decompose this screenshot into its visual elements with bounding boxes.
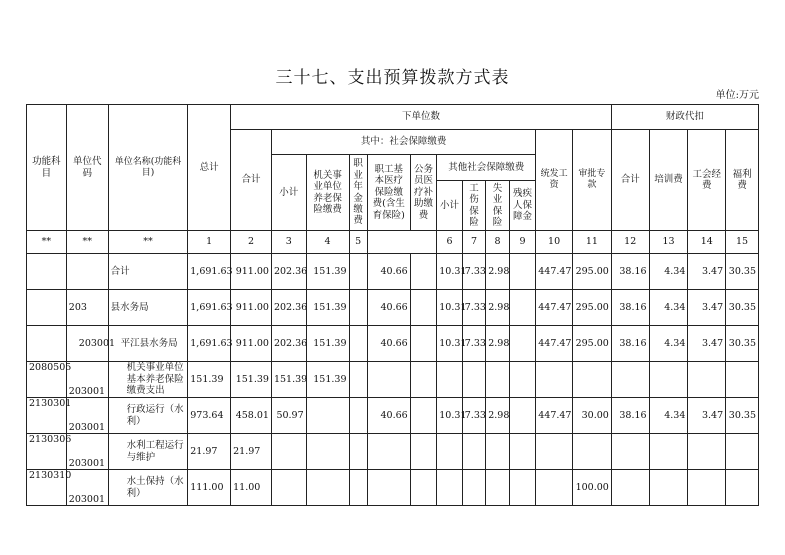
header-disabled: 残疾人保障金 [509,181,536,231]
value-cell: 4.34 [649,290,688,326]
func-code-cell: 2130310 [27,470,67,506]
unit-name-cell: 合计 [108,254,188,290]
value-cell [611,470,649,506]
unit-code-cell: 203001 [66,470,108,506]
header-lower-units: 下单位数 [231,105,612,130]
table-body [27,254,759,506]
value-cell [367,362,410,398]
value-cell: 7.33 [462,290,485,326]
header-other-social: 其他社会保障缴费 [437,155,536,181]
value-cell [649,434,688,470]
value-cell: 911.00 [231,290,272,326]
header-union: 工会经费 [688,130,726,231]
value-cell [649,362,688,398]
value-cell: 151.39 [306,290,349,326]
value-cell: 10.31 [437,290,463,326]
value-cell [462,434,485,470]
value-cell: 1,691.63 [188,254,231,290]
header-fa-total: 合计 [611,130,649,231]
unit-name-cell: 水土保持（水利） [108,470,188,506]
value-cell: 40.66 [367,326,410,362]
value-cell: 7.33 [462,254,485,290]
value-cell [509,362,536,398]
value-cell: 38.16 [611,326,649,362]
value-cell [486,434,509,470]
value-cell [486,362,509,398]
value-cell: 447.47 [536,254,573,290]
value-cell [688,362,726,398]
value-cell [410,290,437,326]
value-cell: 4.34 [649,398,688,434]
header-unit-name: 单位名称(功能科目) [108,105,188,231]
value-cell [306,398,349,434]
number-cell: ** [66,231,108,254]
number-cell: 12 [611,231,649,254]
number-cell: 7 [462,231,485,254]
value-cell: 4.34 [649,326,688,362]
value-cell [349,362,367,398]
value-cell: 202.36 [271,326,306,362]
number-cell: 11 [572,231,611,254]
value-cell: 3.47 [688,290,726,326]
header-os-subtotal: 小计 [437,181,463,231]
value-cell: 3.47 [688,326,726,362]
value-cell: 911.00 [231,326,272,362]
value-cell: 40.66 [367,290,410,326]
number-row-body [27,231,759,254]
unit-name-cell: 行政运行（水利） [108,398,188,434]
value-cell: 151.39 [306,254,349,290]
number-cell: 1 [188,231,231,254]
value-cell [509,290,536,326]
value-cell: 40.66 [367,254,410,290]
unit-name-cell: 机关事业单位基本养老保险缴费支出 [108,362,188,398]
unit-name-cell: 水利工程运行与维护 [108,434,188,470]
value-cell [486,470,509,506]
value-cell [349,290,367,326]
value-cell [509,254,536,290]
value-cell [349,254,367,290]
value-cell: 3.47 [688,398,726,434]
number-cell: 2 [231,231,272,254]
value-cell [306,470,349,506]
value-cell [349,470,367,506]
value-cell: 2.98 [486,254,509,290]
value-cell: 151.39 [231,362,272,398]
unit-label: 单位:万元 [715,90,759,101]
value-cell: 2.98 [486,326,509,362]
table-row [27,398,759,434]
func-code-cell [27,290,67,326]
value-cell: 151.39 [306,362,349,398]
value-cell [410,470,437,506]
value-cell [509,470,536,506]
number-cell: 4 [306,231,349,254]
value-cell: 151.39 [306,326,349,362]
value-cell [271,434,306,470]
value-cell: 202.36 [271,290,306,326]
value-cell [462,470,485,506]
value-cell [611,362,649,398]
unit-code-cell: 203001 [66,398,108,434]
header-subtotal: 小计 [271,155,306,231]
func-code-cell: 2080505 [27,362,67,398]
header-training: 培训费 [649,130,688,231]
value-cell: 7.33 [462,398,485,434]
number-row [27,231,759,254]
unit-code-cell: 203 [66,290,108,326]
value-cell [509,398,536,434]
value-cell: 3.47 [688,254,726,290]
value-cell [367,434,410,470]
value-cell: 38.16 [611,398,649,434]
header-pension: 机关事业单位养老保险缴费 [306,155,349,231]
value-cell: 458.01 [231,398,272,434]
number-cell: 14 [688,231,726,254]
value-cell: 7.33 [462,326,485,362]
value-cell [509,434,536,470]
unit-name-cell: 县水务局 [108,290,188,326]
value-cell: 21.97 [231,434,272,470]
func-code-cell [27,254,67,290]
table-row [27,434,759,470]
value-cell: 295.00 [572,290,611,326]
value-cell: 2.98 [486,398,509,434]
value-cell: 30.00 [572,398,611,434]
value-cell: 10.31 [437,254,463,290]
value-cell: 151.39 [271,362,306,398]
value-cell [349,326,367,362]
table-row [27,362,759,398]
table-header [27,105,759,231]
value-cell [726,362,759,398]
header-among-social: 其中：社会保障缴费 [271,130,535,155]
value-cell [271,470,306,506]
number-cell: 3 [271,231,306,254]
value-cell [437,362,463,398]
value-cell [726,470,759,506]
value-cell: 111.00 [188,470,231,506]
value-cell [349,434,367,470]
unit-name-cell: 平江县水务局 [108,326,188,362]
header-annuity: 职业年金缴费 [349,155,367,231]
value-cell [572,362,611,398]
value-cell: 21.97 [188,434,231,470]
table-row [27,290,759,326]
value-cell [410,362,437,398]
header-unemployment: 失业保险 [486,181,509,231]
value-cell: 447.47 [536,326,573,362]
table-row [27,326,759,362]
value-cell [536,362,573,398]
value-cell [726,434,759,470]
header-special: 审批专款 [572,130,611,231]
unit-code-cell [66,254,108,290]
func-code-cell: 2130306 [27,434,67,470]
value-cell [688,434,726,470]
value-cell: 10.31 [437,326,463,362]
number-cell: 5 [349,231,367,254]
header-welfare: 福利费 [726,130,759,231]
value-cell [410,398,437,434]
value-cell: 295.00 [572,326,611,362]
value-cell [462,362,485,398]
value-cell: 30.35 [726,326,759,362]
number-cell [367,231,436,254]
value-cell: 1,691.63 [188,326,231,362]
header-finance-agency: 财政代扣 [611,105,758,130]
value-cell [410,434,437,470]
value-cell: 4.34 [649,254,688,290]
header-civil-medical: 公务员医疗补助缴费 [410,155,437,231]
table-row [27,470,759,506]
value-cell: 447.47 [536,290,573,326]
number-cell: 9 [509,231,536,254]
unit-code-cell: 203001 [66,362,108,398]
value-cell: 40.66 [367,398,410,434]
number-cell: 8 [486,231,509,254]
value-cell: 30.35 [726,254,759,290]
value-cell [367,470,410,506]
func-code-cell: 2130301 [27,398,67,434]
value-cell [649,470,688,506]
value-cell [410,326,437,362]
value-cell [306,434,349,470]
number-cell: ** [27,231,67,254]
header-medical: 职工基本医疗保险缴费(含生育保险) [367,155,410,231]
value-cell [509,326,536,362]
header-total: 总计 [188,105,231,231]
budget-table [26,104,759,506]
value-cell: 100.00 [572,470,611,506]
unit-code-cell: 203001 [66,434,108,470]
value-cell: 38.16 [611,290,649,326]
number-cell: 15 [726,231,759,254]
value-cell: 38.16 [611,254,649,290]
number-cell: 13 [649,231,688,254]
value-cell: 30.35 [726,290,759,326]
header-wage: 统发工资 [536,130,573,231]
value-cell: 911.00 [231,254,272,290]
value-cell [536,434,573,470]
value-cell: 151.39 [188,362,231,398]
value-cell [349,398,367,434]
value-cell [437,434,463,470]
value-cell [410,254,437,290]
header-subtotal-all: 合计 [231,130,272,231]
header-injury: 工伤保险 [462,181,485,231]
value-cell [688,470,726,506]
value-cell: 973.64 [188,398,231,434]
value-cell [611,434,649,470]
value-cell: 295.00 [572,254,611,290]
value-cell: 2.98 [486,290,509,326]
table-row [27,254,759,290]
number-cell: 10 [536,231,573,254]
header-func-subject: 功能科目 [27,105,67,231]
value-cell: 30.35 [726,398,759,434]
value-cell: 11.00 [231,470,272,506]
unit-code-cell: 203001 [66,326,108,362]
value-cell: 50.97 [271,398,306,434]
page-title: 三十七、支出预算拨款方式表 [275,68,510,88]
value-cell [536,470,573,506]
number-cell: 6 [437,231,463,254]
value-cell: 447.47 [536,398,573,434]
number-cell: ** [108,231,188,254]
value-cell [572,434,611,470]
func-code-cell [27,326,67,362]
value-cell: 202.36 [271,254,306,290]
value-cell [437,470,463,506]
value-cell: 1,691.63 [188,290,231,326]
value-cell: 10.31 [437,398,463,434]
header-unit-code: 单位代码 [66,105,108,231]
